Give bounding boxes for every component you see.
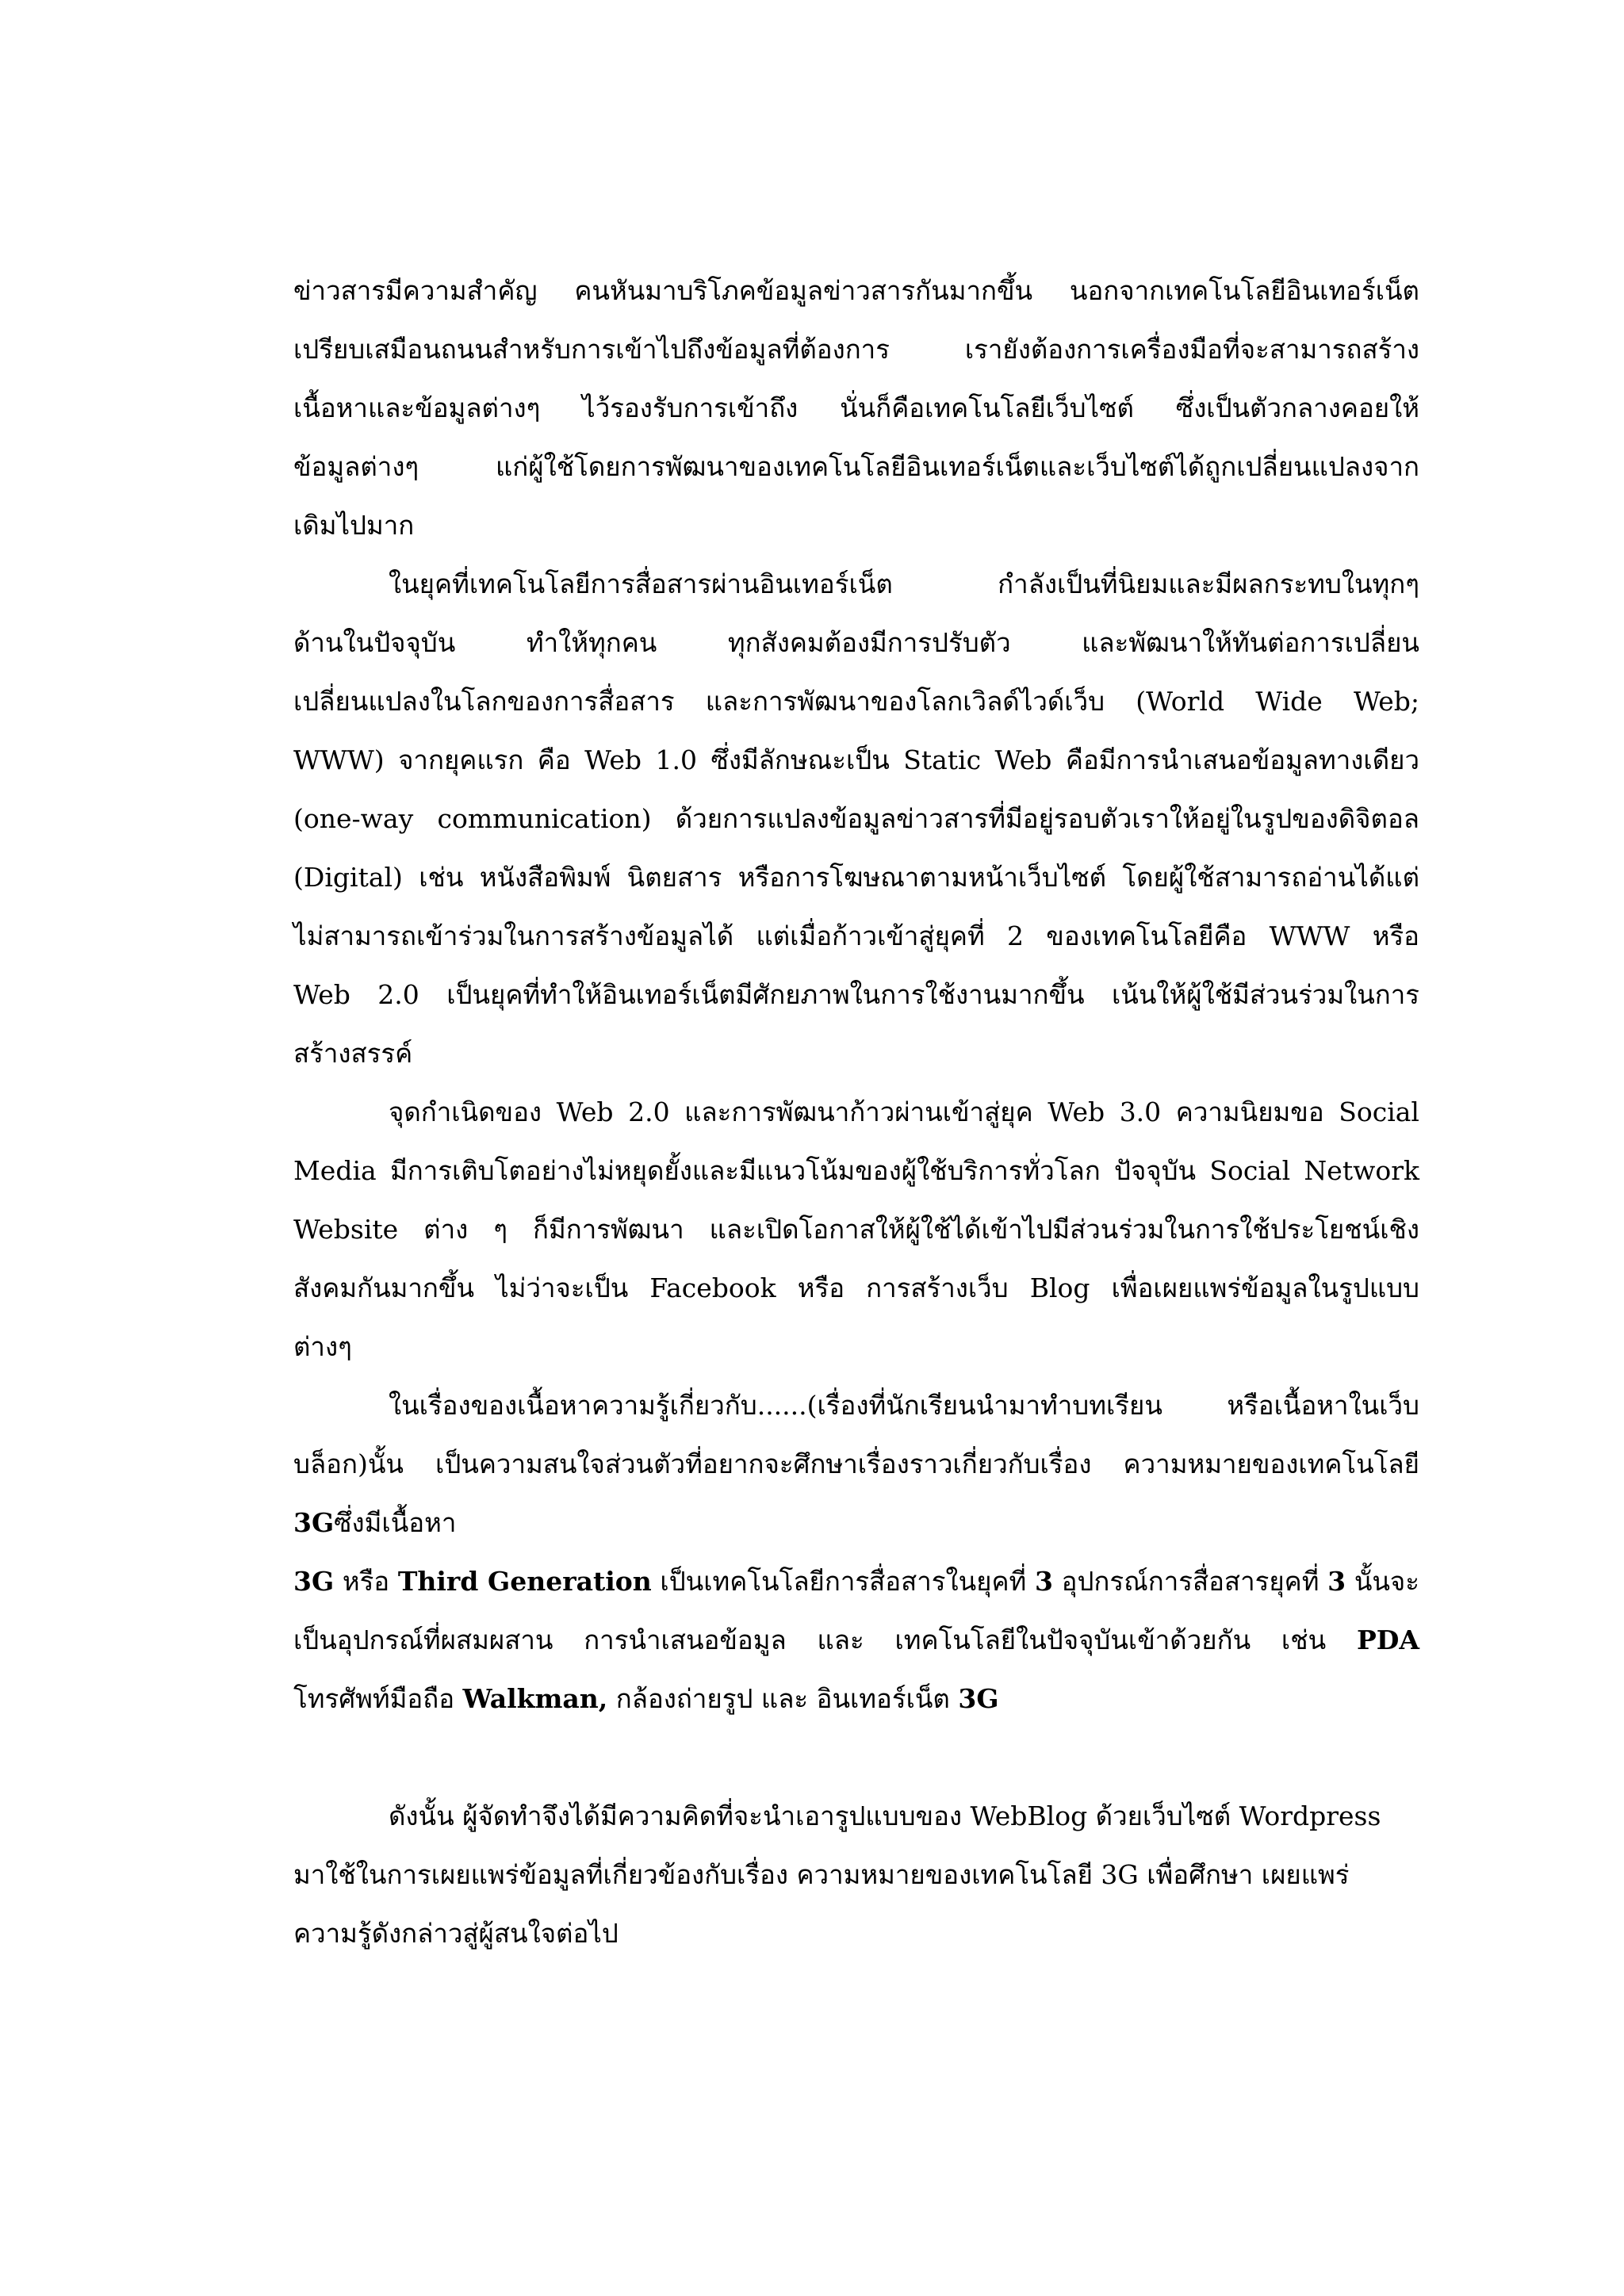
text-line: เดิมไปมาก	[293, 510, 415, 541]
bold-term: 3G	[958, 1683, 999, 1714]
text-line: เปลี่ยนแปลงในโลกของการสื่อสาร และการพัฒนาของโลกเวิลด์ไวด์เว็บ (World Wide Web;	[293, 686, 1419, 717]
text-line	[293, 1611, 1419, 1670]
text-line: ไม่สามารถเข้าร่วมในการสร้างข้อมูลได้ แต่เมื่อก้าวเข้าสู่ยุคที่ 2 ของเทคโนโลยีคือ WWW หรือ	[293, 920, 1419, 951]
text-line: ความรู้ดังกล่าวสู่ผู้สนใจต่อไป	[293, 1918, 619, 1949]
bold-term: Walkman,	[462, 1683, 608, 1714]
text-line: เปรียบเสมือนถนนสำหรับการเข้าไปถึงข้อมูลที่ต้องการ เรายังต้องการเครื่องมือที่จะสามารถสร้าง	[293, 334, 1419, 365]
text-line: จุดกำเนิดของ Web 2.0 และการพัฒนาก้าวผ่านเข้าสู่ยุค Web 3.0 ความนิยมขอ Social	[389, 1096, 1419, 1127]
text-line: ในยุคที่เทคโนโลยีการสื่อสารผ่านอินเทอร์เน็ต กำลังเป็นที่นิยมและมีผลกระทบในทุกๆ	[389, 568, 1419, 599]
text-fragment: โทรศัพท์มือถือ	[293, 1683, 463, 1714]
text-fragment: เป็นอุปกรณ์ที่ผสมผสาน การนำเสนอข้อมูล และ เทคโนโลยีในปัจจุบันเข้าด้วยกัน เช่น	[293, 1624, 1357, 1655]
text-line: ดังนั้น ผู้จัดทำจึงได้มีความคิดที่จะนำเอารูปแบบของ WebBlog ด้วยเว็บไซต์ Wordpress	[389, 1800, 1381, 1831]
text-fragment: นั้นจะ	[1346, 1566, 1419, 1597]
text-fragment: อุปกรณ์การสื่อสารยุคที่	[1052, 1566, 1328, 1597]
text-line: (Digital) เช่น หนังสือพิมพ์ นิตยสาร หรือการโฆษณาตามหน้าเว็บไซต์ โดยผู้ใช้สามารถอ่านได้แต่	[293, 862, 1419, 893]
text-line	[293, 1494, 1419, 1552]
text-line: Media มีการเติบโตอย่างไม่หยุดยั้งและมีแนวโน้มของผู้ใช้บริการทั่วโลก ปัจจุบัน Social Network	[293, 1155, 1419, 1186]
text-line: ในเรื่องของเนื้อหาความรู้เกี่ยวกับ......(เรื่องที่นักเรียนนำมาทำบทเรียน หรือเนื้อหาในเว็บ	[389, 1390, 1419, 1421]
bold-term: 3G	[293, 1566, 335, 1597]
paragraph-6	[293, 1787, 1419, 1963]
paragraph-3	[293, 1083, 1419, 1376]
text-line: ด้านในปัจจุบัน ทำให้ทุกคน ทุกสังคมต้องมีการปรับตัว และพัฒนาให้ทันต่อการเปลี่ยน	[293, 627, 1419, 658]
text-line: มาใช้ในการเผยแพร่ข้อมูลที่เกี่ยวข้องกับเรื่อง ความหมายของเทคโนโลยี 3G เพื่อศึกษา เผยแพร่	[293, 1859, 1350, 1890]
text-fragment: เป็นเทคโนโลยีการสื่อสารในยุคที่	[651, 1566, 1035, 1597]
document-body	[293, 262, 1419, 1963]
text-line: Website ต่าง ๆ ก็มีการพัฒนา และเปิดโอกาสให้ผู้ใช้ได้เข้าไปมีส่วนร่วมในการใช้ประโยชน์เชิง	[293, 1214, 1419, 1245]
bold-term: Third Generation	[397, 1566, 652, 1597]
text-line: ข่าวสารมีความสำคัญ คนหันมาบริโภคข้อมูลข่าวสารกันมากขึ้น นอกจากเทคโนโลยีอินเทอร์เน็ต	[293, 275, 1419, 306]
text-fragment: ซึ่งมีเนื้อหา	[334, 1507, 457, 1538]
text-line: บล็อก)นั้น เป็นความสนใจส่วนตัวที่อยากจะศึกษาเรื่องราวเกี่ยวกับเรื่อง ความหมายของเทคโนโลยี	[293, 1448, 1419, 1479]
paragraph-5	[293, 1552, 1419, 1728]
paragraph-gap	[293, 1728, 1419, 1787]
text-line: Web 2.0 เป็นยุคที่ทำให้อินเทอร์เน็ตมีศักยภาพในการใช้งานมากขึ้น เน้นให้ผู้ใช้มีส่วนร่วมในการ	[293, 979, 1419, 1010]
text-line: WWW) จากยุคแรก คือ Web 1.0 ซึ่งมีลักษณะเป็น Static Web คือมีการนำเสนอข้อมูลทางเดียว	[293, 744, 1419, 775]
text-line: เนื้อหาและข้อมูลต่างๆ ไว้รองรับการเข้าถึง นั่นก็คือเทคโนโลยีเว็บไซต์ ซึ่งเป็นตัวกลางคอยให้	[293, 392, 1419, 423]
bold-term: 3G	[293, 1507, 335, 1538]
bold-term: 3	[1035, 1566, 1053, 1597]
text-fragment: กล้องถ่ายรูป และ อินเทอร์เน็ต	[607, 1683, 959, 1714]
text-line: ต่างๆ	[293, 1331, 352, 1362]
bold-term: PDA	[1356, 1624, 1419, 1655]
paragraph-1	[293, 262, 1419, 555]
text-line	[293, 1552, 1419, 1611]
paragraph-4	[293, 1376, 1419, 1552]
bold-term: 3	[1327, 1566, 1346, 1597]
text-line: สร้างสรรค์	[293, 1038, 413, 1069]
text-line: ข้อมูลต่างๆ แก่ผู้ใช้โดยการพัฒนาของเทคโนโลยีอินเทอร์เน็ตและเว็บไซต์ได้ถูกเปลี่ยนแปลงจาก	[293, 451, 1419, 482]
text-line	[293, 1670, 1419, 1728]
text-line: (one-way communication) ด้วยการแปลงข้อมูลข่าวสารที่มีอยู่รอบตัวเราให้อยู่ในรูปของดิจิตอล	[293, 803, 1419, 834]
text-line: สังคมกันมากขึ้น ไม่ว่าจะเป็น Facebook หรือ การสร้างเว็บ Blog เพื่อเผยแพร่ข้อมูลในรูปแบบ	[293, 1272, 1419, 1303]
text-fragment: หรือ	[334, 1566, 398, 1597]
paragraph-2	[293, 555, 1419, 1083]
